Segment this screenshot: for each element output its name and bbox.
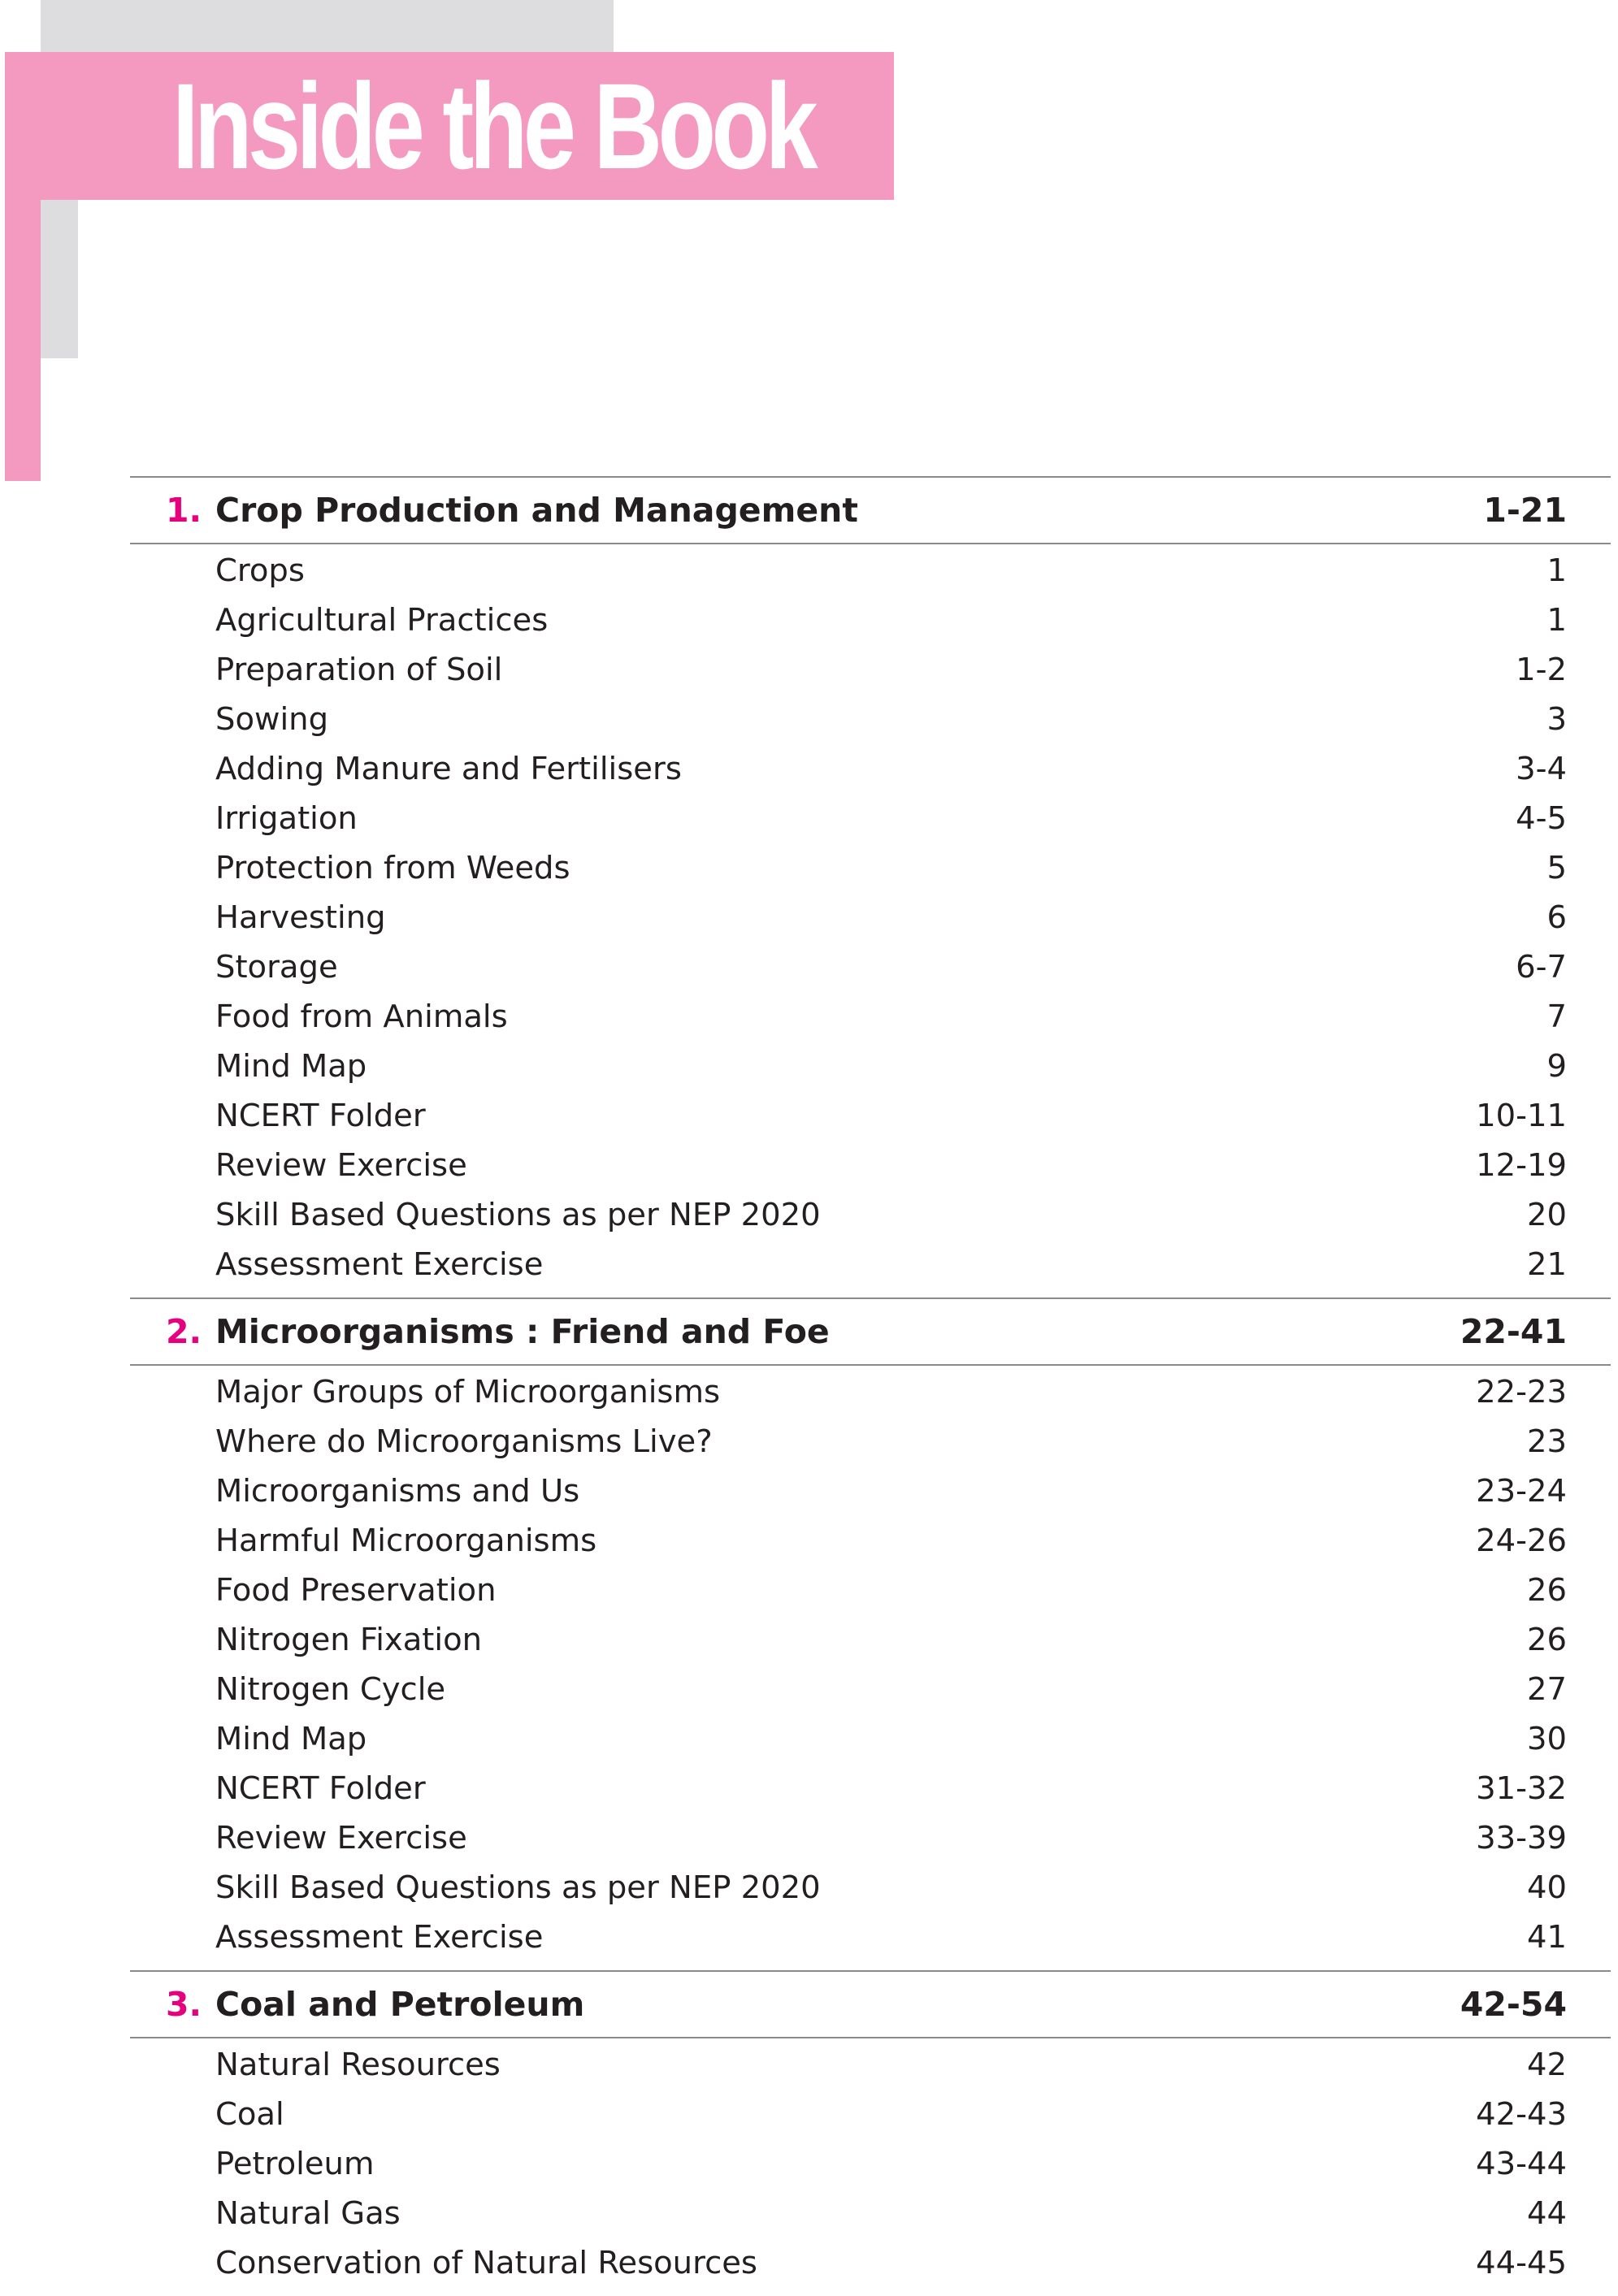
topic-row[interactable] [130, 1519, 1611, 1569]
topic-label: NCERT Folder [215, 1098, 426, 1134]
topic-label: Storage [215, 949, 338, 986]
topic-page-number: 23 [1527, 1423, 1567, 1460]
topic-page-number: 22-23 [1476, 1374, 1567, 1410]
topic-page-number: 26 [1527, 1572, 1567, 1609]
topic-label: Review Exercise [215, 1147, 467, 1184]
chapter-page-range: 22-41 [1460, 1312, 1567, 1351]
chapter-title: Coal and Petroleum [215, 1985, 585, 2024]
topic-label: Nitrogen Fixation [215, 1622, 483, 1658]
topic-row[interactable] [130, 1243, 1611, 1293]
topic-label: Mind Map [215, 1048, 367, 1085]
topic-row[interactable] [130, 2142, 1611, 2192]
topic-label: Sowing [215, 701, 329, 738]
chapter-number: 3. [166, 1985, 202, 2024]
topic-row[interactable] [130, 946, 1611, 995]
topic-row[interactable] [130, 1718, 1611, 1767]
topic-page-number: 24-26 [1476, 1523, 1567, 1559]
topic-label: Irrigation [215, 800, 358, 837]
topic-row[interactable] [130, 747, 1611, 797]
topic-page-number: 30 [1527, 1721, 1567, 1757]
topic-row[interactable] [130, 698, 1611, 747]
topic-label: Skill Based Questions as per NEP 2020 [215, 1869, 821, 1906]
topic-page-number: 6 [1546, 899, 1567, 936]
topic-row[interactable] [130, 1420, 1611, 1470]
topic-row[interactable] [130, 2043, 1611, 2093]
topic-page-number: 1 [1546, 552, 1567, 589]
chapter-heading[interactable] [130, 1297, 1611, 1366]
topic-label: Petroleum [215, 2146, 375, 2182]
topic-row[interactable] [130, 1569, 1611, 1618]
topic-page-number: 26 [1527, 1622, 1567, 1658]
topic-label: Food Preservation [215, 1572, 497, 1609]
topic-row[interactable] [130, 1371, 1611, 1420]
topic-row[interactable] [130, 995, 1611, 1045]
topic-row[interactable] [130, 2093, 1611, 2142]
chapter-heading[interactable] [130, 476, 1611, 544]
topic-page-number: 43-44 [1476, 2146, 1567, 2182]
topic-label: NCERT Folder [215, 1770, 426, 1807]
chapter-number: 1. [166, 491, 202, 530]
topic-page-number: 6-7 [1516, 949, 1567, 986]
topic-list [130, 2038, 1611, 2296]
topic-page-number: 23-24 [1476, 1473, 1567, 1510]
topic-row[interactable] [130, 847, 1611, 896]
topic-page-number: 42 [1527, 2047, 1567, 2083]
topic-page-number: 44-45 [1476, 2245, 1567, 2281]
chapter-title: Crop Production and Management [215, 491, 858, 530]
page-title: Inside the Book [172, 58, 814, 194]
topic-label: Agricultural Practices [215, 602, 549, 639]
chapter-page-range: 1-21 [1483, 491, 1567, 530]
topic-row[interactable] [130, 1470, 1611, 1519]
topic-row[interactable] [130, 1144, 1611, 1193]
topic-row[interactable] [130, 1045, 1611, 1094]
chapter-section [130, 1970, 1611, 2296]
topic-row[interactable] [130, 1668, 1611, 1718]
topic-label: Conservation of Natural Resources [215, 2245, 757, 2281]
chapter-heading[interactable] [130, 1970, 1611, 2038]
topic-row[interactable] [130, 2242, 1611, 2291]
decorative-grey-block-top [41, 0, 614, 52]
topic-label: Preparation of Soil [215, 652, 503, 688]
topic-row[interactable] [130, 2192, 1611, 2242]
topic-page-number: 21 [1527, 1246, 1567, 1283]
topic-label: Review Exercise [215, 1820, 467, 1856]
chapter-number: 2. [166, 1312, 202, 1351]
chapter-title: Microorganisms : Friend and Foe [215, 1312, 830, 1351]
topic-row[interactable] [130, 549, 1611, 599]
topic-label: Adding Manure and Fertilisers [215, 751, 682, 787]
topic-page-number: 42-43 [1476, 2096, 1567, 2133]
topic-row[interactable] [130, 1866, 1611, 1916]
topic-page-number: 3-4 [1516, 751, 1567, 787]
topic-page-number: 40 [1527, 1869, 1567, 1906]
topic-label: Harmful Microorganisms [215, 1523, 597, 1559]
topic-page-number: 41 [1527, 1919, 1567, 1956]
topic-label: Where do Microorganisms Live? [215, 1423, 713, 1460]
topic-page-number: 33-39 [1476, 1820, 1567, 1856]
topic-row[interactable] [130, 648, 1611, 698]
topic-row[interactable] [130, 1817, 1611, 1866]
topic-row[interactable] [130, 1193, 1611, 1243]
topic-label: Major Groups of Microorganisms [215, 1374, 721, 1410]
topic-label: Microorganisms and Us [215, 1473, 580, 1510]
topic-page-number: 1-2 [1516, 652, 1567, 688]
topic-label: Skill Based Questions as per NEP 2020 [215, 1197, 821, 1233]
topic-label: Coal [215, 2096, 284, 2133]
topic-row[interactable] [130, 896, 1611, 946]
topic-page-number: 44 [1527, 2195, 1567, 2232]
topic-label: Natural Resources [215, 2047, 501, 2083]
topic-page-number: 20 [1527, 1197, 1567, 1233]
topic-row[interactable] [130, 797, 1611, 847]
topic-label: Harvesting [215, 899, 386, 936]
topic-list [130, 544, 1611, 1297]
topic-label: Assessment Exercise [215, 1246, 544, 1283]
chapter-section [130, 476, 1611, 1297]
topic-page-number: 1 [1546, 602, 1567, 639]
topic-list [130, 1366, 1611, 1970]
table-of-contents [130, 476, 1611, 2296]
topic-page-number: 4-5 [1516, 800, 1567, 837]
topic-label: Crops [215, 552, 305, 589]
topic-label: Protection from Weeds [215, 850, 570, 886]
topic-page-number: 12-19 [1476, 1147, 1567, 1184]
topic-page-number: 31-32 [1476, 1770, 1567, 1807]
chapter-page-range: 42-54 [1460, 1985, 1567, 2024]
chapter-section [130, 1297, 1611, 1970]
topic-page-number: 9 [1546, 1048, 1567, 1085]
topic-row[interactable] [130, 1916, 1611, 1965]
topic-row[interactable] [130, 1767, 1611, 1817]
topic-label: Nitrogen Cycle [215, 1671, 446, 1708]
topic-label: Assessment Exercise [215, 1919, 544, 1956]
topic-label: Food from Animals [215, 999, 508, 1035]
topic-label: Natural Gas [215, 2195, 401, 2232]
topic-page-number: 3 [1546, 701, 1567, 738]
topic-label: Mind Map [215, 1721, 367, 1757]
topic-row[interactable] [130, 1094, 1611, 1144]
topic-row[interactable] [130, 1618, 1611, 1668]
topic-page-number: 5 [1546, 850, 1567, 886]
topic-page-number: 7 [1546, 999, 1567, 1035]
topic-row[interactable] [130, 599, 1611, 648]
topic-page-number: 27 [1527, 1671, 1567, 1708]
decorative-grey-block-side [41, 200, 78, 358]
topic-page-number: 10-11 [1476, 1098, 1567, 1134]
